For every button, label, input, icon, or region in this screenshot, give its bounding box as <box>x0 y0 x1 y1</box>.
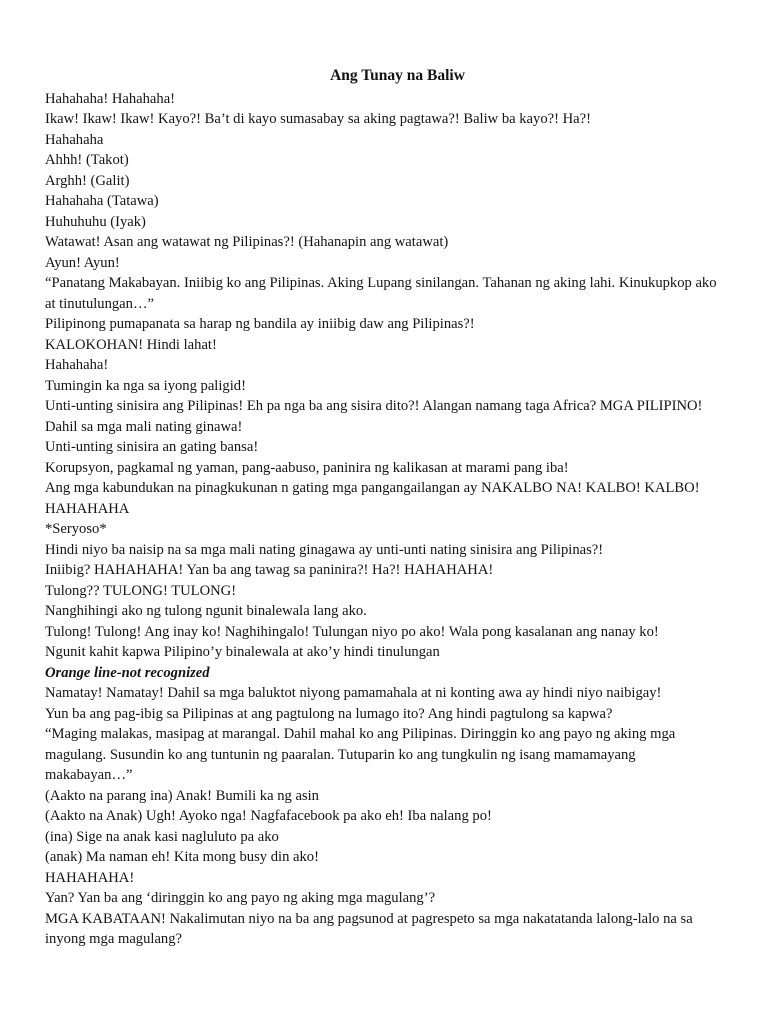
text-line: Korupsyon, pagkamal ng yaman, pang-aabuso, paninira ng kalikasan at marami pang iba! <box>45 459 569 476</box>
text-line: Ahhh! (Takot) <box>45 152 129 168</box>
text-line: Huhuhuhu (Iyak) <box>45 213 146 230</box>
text-line: Hindi niyo ba naisip na sa mga mali nating ginagawa ay unti-unti nating sinisira ang Pilipinas?! <box>45 541 604 558</box>
text-line: Tumingin ka nga sa iyong paligid! <box>45 377 246 394</box>
annotation-line: Orange line-not recognized <box>45 664 210 681</box>
text-line: *Seryoso* <box>45 521 107 537</box>
text-line: Tulong?? TULONG! TULONG! <box>45 582 237 599</box>
text-line: Hahahaha <box>45 131 104 148</box>
text-line: Ayun! Ayun! <box>45 254 120 271</box>
text-line: Ikaw! Ikaw! Ikaw! Kayo?! Ba’t di kayo sumasabay sa aking pagtawa?! Baliw ba kayo?! Ha?! <box>45 111 591 127</box>
text-line: (ina) Sige na anak kasi nagluluto pa ako <box>45 828 279 845</box>
text-line: (Aakto na Anak) Ugh! Ayoko nga! Nagfafacebook pa ako eh! Iba nalang po! <box>45 808 492 824</box>
text-line: “Panatang Makabayan. Iniibig ko ang Pilipinas. Aking Lupang sinilangan. Tahanan ng aking lahi. Kinukupkop ako at tinutulungan…” <box>45 275 717 312</box>
text-line: Unti-unting sinisira an gating bansa! <box>45 439 259 455</box>
text-line: MGA KABATAAN! Nakalimutan niyo na ba ang pagsunod at pagrespeto sa mga nakatatanda lalong-lalo na sa inyong mga magulang? <box>45 910 693 947</box>
text-line: Dahil sa mga mali nating ginawa! <box>45 418 243 435</box>
document-title: Ang Tunay na Baliw <box>330 67 465 84</box>
text-line: Pilipinong pumapanata sa harap ng bandila ay iniibig daw ang Pilipinas?! <box>45 316 475 332</box>
text-line: HAHAHAHA! <box>45 869 135 886</box>
text-line: Tulong! Tulong! Ang inay ko! Naghihingalo! Tulungan niyo po ako! Wala pong kasalanan ang nanay ko! <box>45 623 659 640</box>
text-line: Hahahaha! <box>45 357 109 373</box>
text-line: Iniibig? HAHAHAHA! Yan ba ang tawag sa paninira?! Ha?! HAHAHAHA! <box>45 562 494 578</box>
text-line: Arghh! (Galit) <box>45 172 130 189</box>
document-lines <box>45 89 725 950</box>
text-line: Namatay! Namatay! Dahil sa mga baluktot niyong pamamahala at ni konting awa ay hindi niyo naibigay! <box>45 685 662 701</box>
text-line: KALOKOHAN! Hindi lahat! <box>45 336 217 353</box>
text-line: Ngunit kahit kapwa Pilipino’y binalewala at ako’y hindi tinulungan <box>45 644 440 660</box>
text-line: Nanghihingi ako ng tulong ngunit binalewala lang ako. <box>45 603 367 619</box>
text-line: “Maging malakas, masipag at marangal. Dahil mahal ko ang Pilipinas. Diringgin ko ang payo ng aking mga magulang. Susundin ko ang tuntunin ng paaralan. Tutuparin ko ang tungkulin ng isang mamamayang makabayan…” <box>45 726 676 783</box>
text-line: Watawat! Asan ang watawat ng Pilipinas?! (Hahanapin ang watawat) <box>45 234 449 250</box>
document-body <box>45 66 725 950</box>
text-line: Hahahaha (Tatawa) <box>45 193 159 209</box>
text-line: Yan? Yan ba ang ‘diringgin ko ang payo ng aking mga magulang’? <box>45 890 436 906</box>
text-line: Unti-unting sinisira ang Pilipinas! Eh pa nga ba ang sisira dito?! Alangan namang taga Africa? MGA PILIPINO! <box>45 398 703 414</box>
text-line: Hahahaha! Hahahaha! <box>45 90 176 107</box>
text-line: (anak) Ma naman eh! Kita mong busy din ako! <box>45 849 319 865</box>
text-line: Ang mga kabundukan na pinagkukunan n gating mga pangangailangan ay NAKALBO NA! KALBO! KALBO! HAHAHAHA <box>45 480 700 517</box>
text-line: (Aakto na parang ina) Anak! Bumili ka ng asin <box>45 787 319 804</box>
text-line: Yun ba ang pag-ibig sa Pilipinas at ang pagtulong na lumago ito? Ang hindi pagtulong sa kapwa? <box>45 705 613 722</box>
